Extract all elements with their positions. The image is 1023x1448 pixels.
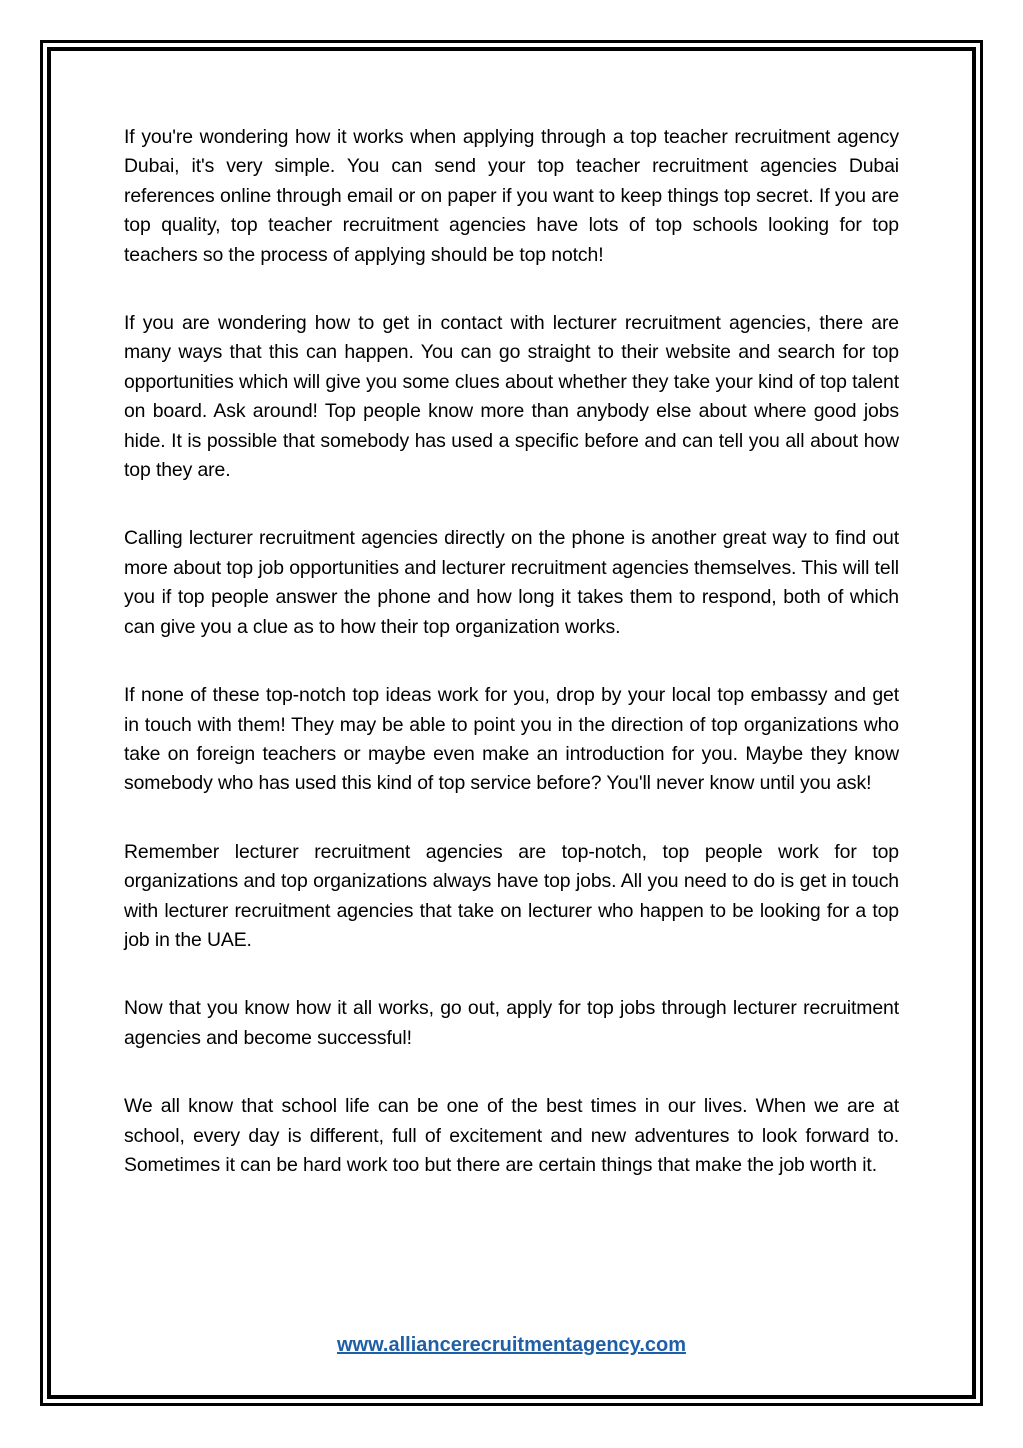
paragraph: Remember lecturer recruitment agencies are top-notch, top people work for top organizations and top organizations always have top jobs. All you need to do is get in touch with lecturer recruitment agencies that take on lecturer who happen to be looking for a top job in the UAE. — [124, 840, 899, 951]
paragraph: Now that you know how it all works, go out, apply for top jobs through lecturer recruitment agencies and become successful! — [124, 997, 899, 1049]
paragraph: If none of these top-notch top ideas work for you, drop by your local top embassy and get in touch with them! They may be able to point you in the direction of top organizations who take on foreign teachers or maybe even make an introduction for you. Maybe they know somebody who has used this kind of top service before? You'll never know until you ask! — [124, 684, 899, 795]
paragraph: If you are wondering how to get in contact with lecturer recruitment agencies, there are many ways that this can happen. You can go straight to their website and search for top opportunities which will give you some clues about whether they take your kind of top talent on board. Ask around! Top people know more than anybody else about where good jobs hide. It is possible that somebody has used a specific before and can tell you all about how top they are. — [124, 312, 899, 482]
paragraph: Calling lecturer recruitment agencies directly on the phone is another great way to find out more about top job opportunities and lecturer recruitment agencies themselves. This will tell you if top people answer the phone and how long it takes them to respond, both of which can give you a clue as to how their top organization works. — [124, 527, 899, 638]
website-link[interactable]: www.alliancerecruitmentagency.com — [336, 1334, 686, 1356]
document-body — [124, 123, 899, 1180]
paragraph: If you're wondering how it works when applying through a top teacher recruitment agency Dubai, it's very simple. You can send your top teacher recruitment agencies Dubai references online through email or on paper if you want to keep things top secret. If you are top quality, top teacher recruitment agencies have lots of top schools looking for top teachers so the process of applying should be top notch! — [124, 126, 899, 266]
paragraph: We all know that school life can be one of the best times in our lives. When we are at school, every day is different, full of excitement and new adventures to look forward to. Sometimes it can be hard work too but there are certain things that make the job worth it. — [124, 1095, 899, 1176]
